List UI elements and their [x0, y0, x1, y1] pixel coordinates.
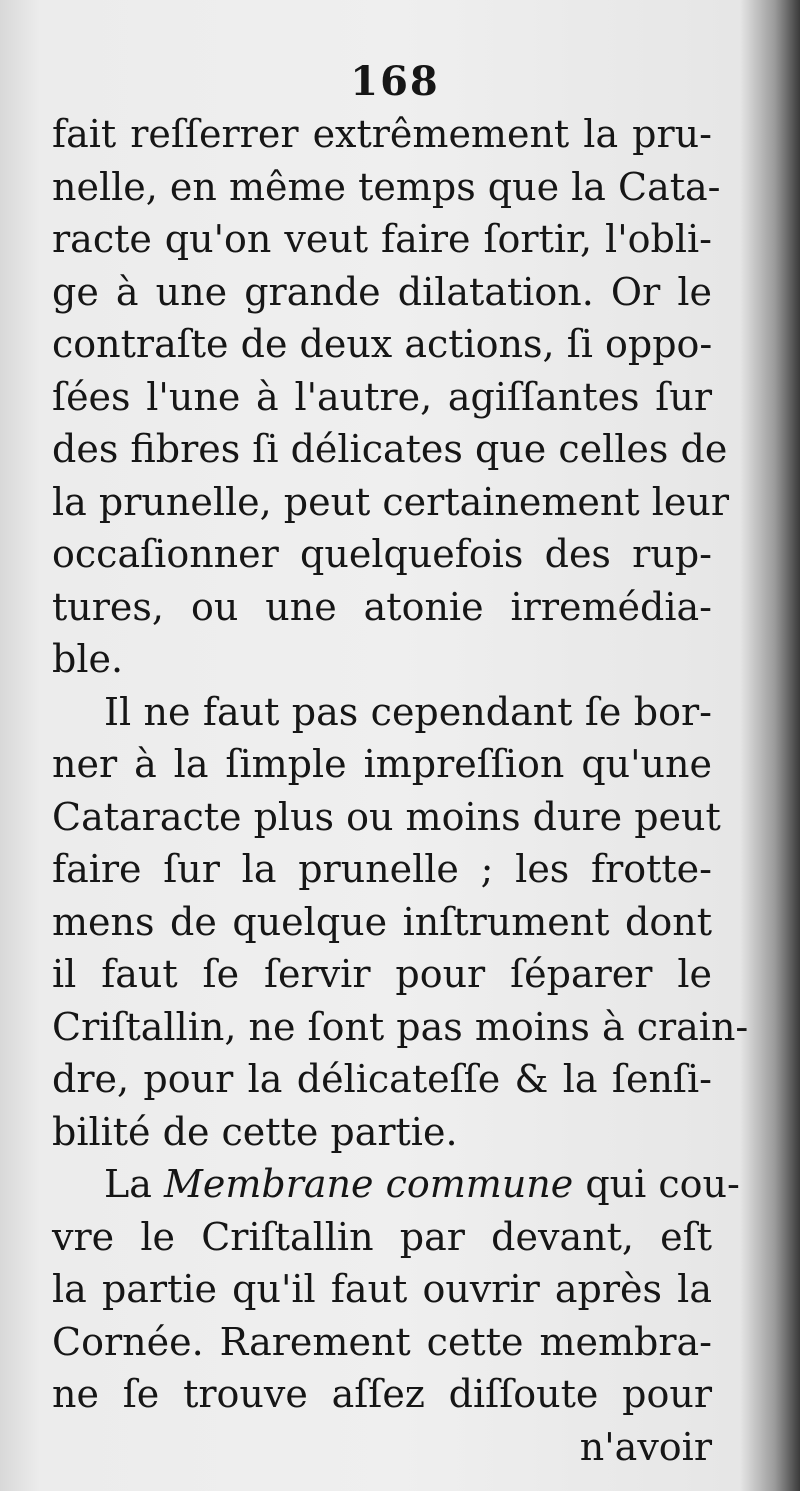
text-line: ſées l'une à l'autre, agiſſantes ſur — [52, 374, 712, 419]
text-line: faire ſur la prunelle ; les frotte- — [52, 847, 712, 891]
text-line: ge à une grande dilatation. Or le — [52, 269, 712, 314]
text-line: occaſionner quelquefois des rup- — [52, 532, 712, 576]
text-line: ne ſe trouve aſſez diſſoute pour — [52, 1372, 712, 1416]
text-line: des fibres ſi délicates que celles de — [52, 427, 728, 471]
text-line: ner à la ſimple impreſſion qu'une — [52, 742, 712, 786]
text-line: nelle, en même temps que la Cata- — [52, 164, 721, 209]
text-line: bilité de cette partie. — [52, 1109, 458, 1154]
text-line: dre, pour la délicateſſe & la ſenſi- — [52, 1057, 712, 1101]
text-line: la partie qu'il faut ouvrir après la — [52, 1267, 712, 1311]
text-line — [52, 1158, 740, 1210]
text-line: Cornée. Rarement cette membra- — [52, 1319, 712, 1364]
text-line: fait reſſerrer extrêmement la pru- — [52, 112, 712, 156]
text-line: racte qu'on veut faire ſortir, l'obli- — [52, 217, 712, 261]
line-suffix: qui cou- — [573, 1162, 740, 1206]
text-line: Il ne faut pas cependant ſe bor- — [104, 689, 712, 734]
text-line: Criſtallin, ne ſont pas moins à crain- — [52, 1004, 749, 1049]
text-line: la prunelle, peut certainement leur — [52, 479, 730, 524]
text-line: ble. — [52, 637, 124, 681]
text-line: contraſte de deux actions, ſi oppo- — [52, 322, 713, 366]
line-prefix: La — [104, 1162, 164, 1206]
text-line: mens de quelque inſtrument dont — [52, 899, 712, 944]
text-line: Cataracte plus ou moins dure peut — [52, 794, 721, 839]
text-line: tures, ou une atonie irremédia- — [52, 584, 712, 629]
italic-term: Membrane commune — [163, 1162, 574, 1206]
text-line: il faut ſe ſervir pour ſéparer le — [52, 952, 712, 996]
text-line: n'avoir — [579, 1424, 712, 1469]
text-line: vre le Criſtallin par devant, eſt — [52, 1214, 712, 1259]
page-number: 168 — [350, 58, 440, 105]
